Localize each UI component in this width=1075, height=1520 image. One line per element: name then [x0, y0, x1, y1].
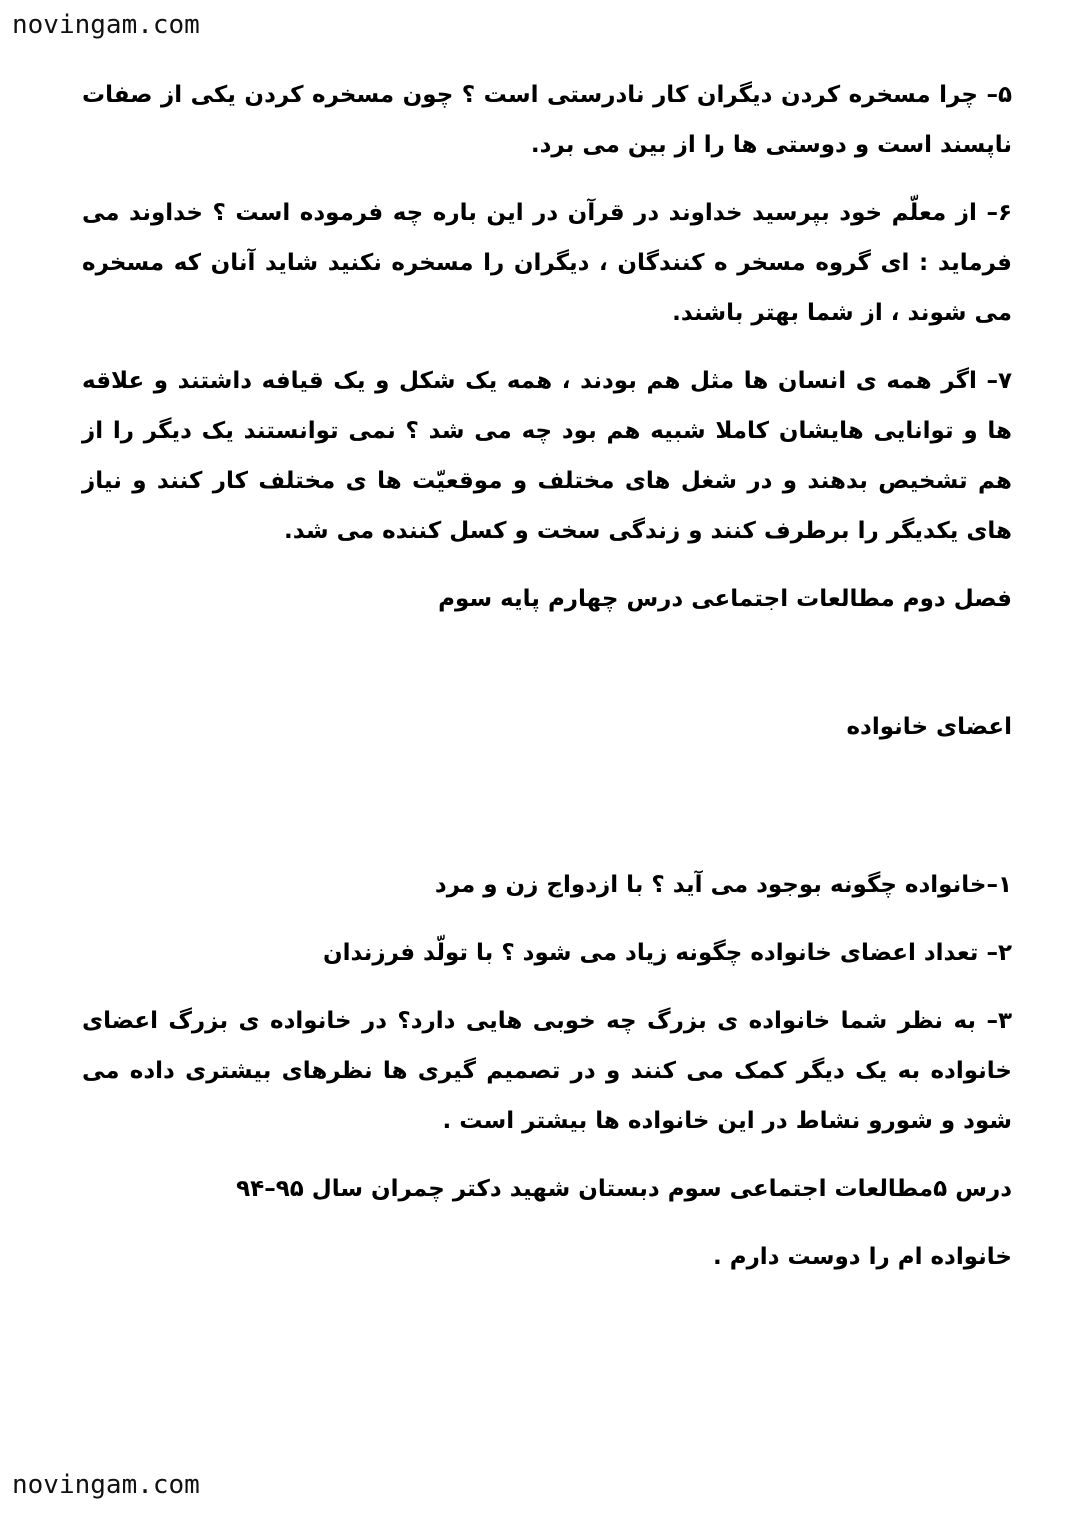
- lesson-title: اعضای خانواده: [846, 714, 1012, 740]
- lesson-reference: درس ۵مطالعات اجتماعی سوم دبستان شهید دکتر چمران سال ۹۵–۹۴: [236, 1176, 1012, 1202]
- document-body: [82, 70, 1012, 1300]
- watermark-bottom: novingam.com: [12, 1470, 200, 1500]
- question-1: ۱–خانواده چگونه بوجود می آید ؟ با ازدواج زن و مرد: [434, 872, 1012, 898]
- question-3: ۳– به نظر شما خانواده ی بزرگ چه خوبی هایی دارد؟ در خانواده ی بزرگ اعضای خانواده به یک دیگر کمک می کنند و در تصمیم گیری ها نظرهای بیشتری داده می شود و شورو نشاط در این خانواده ها بیشتر است .: [82, 1008, 1012, 1134]
- question-6: ۶– از معلّم خود بپرسید خداوند در قرآن در این باره چه فرموده است ؟ خداوند می فرماید : ای گروه مسخر ه کنندگان ، دیگران را مسخره نکنید شاید آنان که مسخره می شوند ، از شما بهتر باشند.: [82, 200, 1012, 326]
- question-7: ۷– اگر همه ی انسان ها مثل هم بودند ، همه یک شکل و یک قیافه داشتند و علاقه ها و توانایی هایشان کاملا شبیه هم بود چه می شد ؟ نمی توانستند یک دیگر را از هم تشخیص بدهند و در شغل های مختلف و موقعیّت ها ی مختلف کار کنند و نیاز های یکدیگر را برطرف کنند و زندگی سخت و کسل کننده می شد.: [82, 368, 1012, 544]
- question-2: ۲– تعداد اعضای خانواده چگونه زیاد می شود ؟ با تولّد فرزندان: [323, 940, 1012, 966]
- closing-line: خانواده ام را دوست دارم .: [712, 1244, 1012, 1270]
- watermark-top: novingam.com: [12, 10, 200, 40]
- question-5: ۵– چرا مسخره کردن دیگران کار نادرستی است ؟ چون مسخره کردن یکی از صفات ناپسند است و دوستی ها را از بین می برد.: [82, 82, 1012, 158]
- section-heading: فصل دوم مطالعات اجتماعی درس چهارم پایه سوم: [438, 586, 1012, 612]
